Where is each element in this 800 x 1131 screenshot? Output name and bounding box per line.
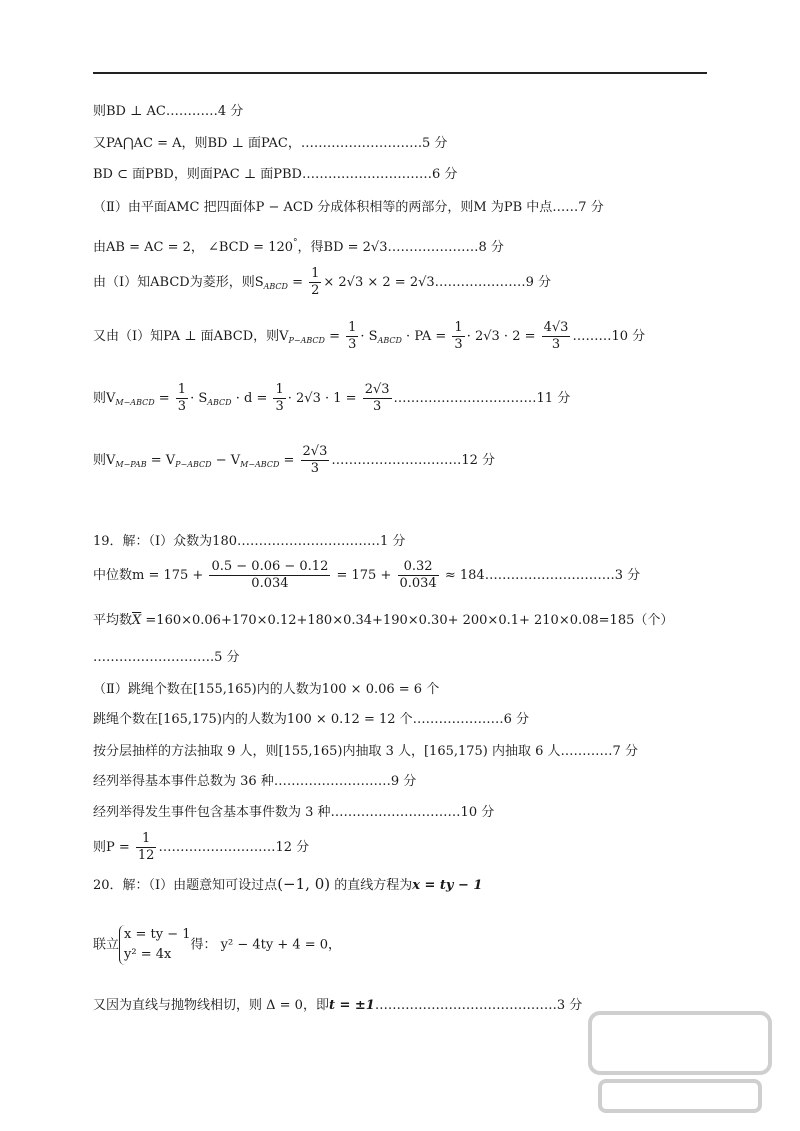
score: 6 分 — [503, 712, 530, 727]
denominator: 3 — [551, 337, 561, 352]
line-bd-perp-pac — [93, 135, 447, 153]
leader-dots: ………… — [165, 104, 218, 119]
line-text: × 2√3 × 2 = 2√3 — [323, 275, 435, 290]
numerator: 4√3 — [543, 320, 569, 335]
denominator: 2 — [311, 283, 320, 298]
denominator: 3 — [177, 399, 187, 414]
score: 12 分 — [275, 840, 310, 855]
system-row: x = ty − 1 — [124, 927, 191, 942]
subscript: ABCD — [207, 398, 232, 407]
numerator: 2√3 — [302, 444, 328, 459]
subscript: P−ABCD — [288, 336, 325, 345]
leader-dots: ……………………… — [273, 774, 391, 789]
fraction — [273, 382, 285, 415]
subscript: M−ABCD — [240, 460, 280, 469]
system-row: y² = 4x — [124, 947, 172, 962]
line-q19-mode — [93, 533, 405, 551]
score: 10 分 — [611, 329, 646, 344]
score: 7 分 — [612, 744, 638, 759]
line-text: ≈ 184 — [440, 568, 485, 583]
score: 12 分 — [461, 453, 496, 468]
score: 4 分 — [217, 104, 244, 119]
leader-dots: ……………………… — [158, 840, 276, 855]
fraction — [309, 266, 321, 299]
score: 7 分 — [578, 200, 604, 215]
equation-system — [119, 925, 191, 965]
score: 1 分 — [380, 534, 406, 549]
line-text: 则BD ⊥ AC — [93, 104, 166, 119]
line-text: · PA = — [401, 329, 451, 344]
line-text: · S — [360, 329, 378, 344]
line-text: ，得BD = 2√3 — [297, 240, 388, 255]
line-text: 由（Ⅰ）知ABCD为菱形，则S — [93, 275, 264, 290]
line-system — [93, 925, 341, 965]
numerator: 2√3 — [364, 382, 390, 397]
numerator: 0.5 − 0.06 − 0.12 — [211, 559, 329, 574]
fraction — [136, 831, 157, 864]
line-text: 20．解：（Ⅰ）由题意知可设过点 — [93, 878, 278, 893]
leader-dots: ………………………… — [330, 805, 461, 820]
numerator: 1 — [311, 266, 320, 281]
fraction — [209, 559, 330, 592]
equals: = — [324, 329, 345, 344]
line-count-155-165 — [93, 681, 439, 699]
denominator: 3 — [372, 399, 382, 414]
line-text: =160×0.06+170×0.12+180×0.34+190×0.30+ 200×0.1+ 210×0.08=185（个） — [141, 613, 674, 628]
line-bd-perp-ac — [93, 103, 243, 121]
line-text: （Ⅱ）跳绳个数在[155,165)内的人数为100 × 0.06 = 6 个 — [93, 682, 440, 697]
fraction — [363, 382, 392, 415]
leader-dots: …………………………………… — [374, 998, 557, 1013]
leader-dots: ………………… — [412, 712, 504, 727]
line-equation: x = ty − 1 — [412, 878, 483, 893]
leader-dots: …………………………… — [237, 534, 380, 549]
line-tangent — [93, 997, 582, 1015]
denominator: 3 — [310, 461, 320, 476]
line-text: 跳绳个数在[165,175)内的人数为100 × 0.12 = 12 个 — [93, 712, 413, 727]
leader-dots: ………… — [560, 744, 613, 759]
denominator: 0.034 — [399, 576, 437, 591]
fraction — [346, 320, 358, 353]
line-text: 中位数m = 175 + — [93, 568, 208, 583]
line-text: · S — [190, 391, 208, 406]
line-text: 则V — [93, 391, 116, 406]
denominator: 3 — [348, 337, 357, 352]
score: 5 分 — [421, 136, 448, 151]
subscript: ABCD — [263, 282, 288, 291]
leader-dots: …………………………… — [393, 391, 537, 406]
line-mean-score — [93, 649, 240, 667]
line-text: 经列举得基本事件总数为 36 种 — [93, 774, 274, 789]
leader-dots: ………………………… — [331, 453, 462, 468]
leader-dots: ………………………. — [93, 650, 215, 665]
denominator: 3 — [275, 399, 284, 414]
numerator: 0.32 — [398, 559, 439, 576]
line-median — [93, 559, 640, 592]
score: 3 分 — [556, 998, 583, 1013]
line-stratified-sampling — [93, 743, 638, 761]
numerator: 1 — [136, 831, 157, 848]
leader-dots: ………………………. — [300, 136, 422, 151]
line-text: 由AB = AC = 2， ∠BCD = 120 — [93, 240, 294, 255]
subscript: P−ABCD — [175, 460, 212, 469]
fraction — [452, 320, 464, 353]
line-text: 又PA⋂AC = A，则BD ⊥ 面PAC， — [93, 136, 301, 151]
denominator: 12 — [137, 848, 155, 863]
line-text: 又由（Ⅰ）知PA ⊥ 面ABCD，则V — [93, 329, 289, 344]
numerator: 1 — [454, 320, 463, 335]
score: 3 分 — [614, 568, 641, 583]
t-value: t = ±1 — [328, 998, 375, 1013]
line-rhombus-area — [93, 266, 551, 299]
line-text: 则V — [93, 453, 116, 468]
line-text: 又因为直线与抛物线相切，则 Δ = 0，即 — [93, 998, 329, 1013]
line-mean — [93, 612, 673, 630]
fraction — [542, 320, 571, 353]
line-m-volume — [93, 382, 570, 415]
line-text: （Ⅱ）由平面AMC 把四面体P − ACD 分成体积相等的两部分，则M 为PB 中点 — [93, 200, 553, 215]
x-bar: $\overline{X}$ — [132, 613, 142, 628]
line-text: 则P = — [93, 840, 134, 855]
line-q20-line-eq — [93, 875, 482, 895]
line-text: 联立 — [93, 937, 120, 953]
score: 9 分 — [525, 275, 552, 290]
line-text: · 2√3 · 2 = — [466, 329, 540, 344]
line-bd-length — [93, 234, 504, 257]
denominator: 3 — [454, 337, 463, 352]
fraction — [176, 382, 188, 415]
score: 6 分 — [431, 167, 458, 182]
subscript: M−PAB — [115, 460, 147, 469]
equals: = — [279, 453, 299, 468]
leader-dots: ………………………… — [484, 568, 615, 583]
fraction — [301, 444, 330, 477]
score: 10 分 — [460, 805, 495, 820]
line-mpab-volume — [93, 444, 495, 477]
numerator: 1 — [177, 382, 187, 397]
line-text: · 2√3 · 1 = — [287, 391, 361, 406]
line-text: = 175 + — [332, 568, 396, 583]
watermark-logo — [580, 1003, 780, 1123]
line-probability — [93, 831, 309, 864]
line-text: 平均数 — [93, 613, 133, 628]
equals: = — [154, 391, 174, 406]
leader-dots: ………………… — [387, 240, 479, 255]
degree-mark: ° — [293, 238, 298, 248]
score: 11 分 — [536, 391, 571, 406]
line-count-165-175 — [93, 711, 529, 729]
header-rule — [93, 72, 707, 74]
line-text: · d = — [231, 391, 272, 406]
line-text: 得： y² − 4ty + 4 = 0， — [190, 937, 342, 953]
subscript: ABCD — [377, 336, 402, 345]
score: 5 分 — [214, 650, 240, 665]
line-text: 的直线方程为 — [330, 878, 413, 893]
leader-dots: …… — [552, 200, 579, 215]
line-text: = V — [146, 453, 176, 468]
score: 8 分 — [478, 240, 504, 255]
line-pyramid-volume — [93, 320, 645, 353]
line-total-events — [93, 773, 416, 791]
line-event-count — [93, 804, 494, 822]
leader-dots: ………………………… — [301, 167, 432, 182]
equals: = — [287, 275, 308, 290]
subscript: M−ABCD — [115, 398, 155, 407]
line-part2-midpoint — [93, 199, 604, 217]
score: 9 分 — [390, 774, 417, 789]
leader-dots: ………………… — [434, 275, 526, 290]
line-text: BD ⊂ 面PBD，则面PAC ⊥ 面PBD — [93, 167, 302, 182]
denominator: 0.034 — [251, 576, 289, 591]
numerator: 1 — [275, 382, 284, 397]
leader-dots: ……… — [572, 329, 612, 344]
numerator: 1 — [348, 320, 357, 335]
line-text: 经列举得发生事件包含基本事件数为 3 种 — [93, 805, 331, 820]
line-plane-perp — [93, 166, 457, 184]
line-text: 19．解：（Ⅰ）众数为180 — [93, 534, 237, 549]
line-text: − V — [211, 453, 241, 468]
fraction — [398, 559, 439, 592]
line-text: 按分层抽样的方法抽取 9 人，则[155,165)内抽取 3 人，[165,175) 内抽取 6 人 — [93, 744, 561, 759]
point: (−1, 0) — [277, 875, 331, 893]
